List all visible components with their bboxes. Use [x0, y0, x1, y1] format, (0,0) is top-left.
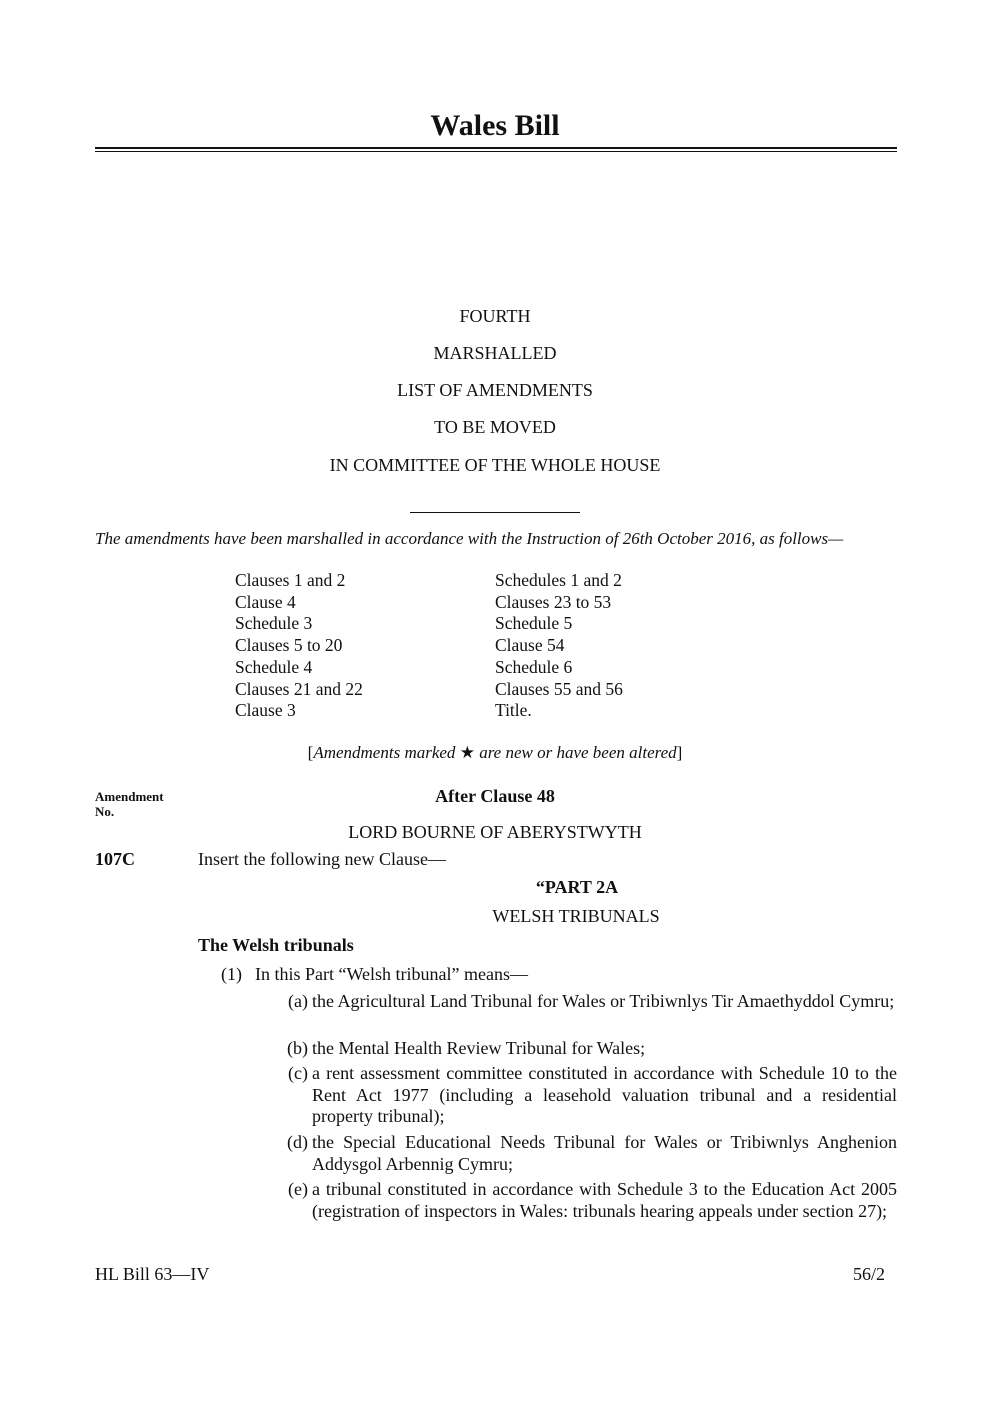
title-rule-bottom	[95, 151, 897, 152]
order-item: Schedules 1 and 2	[495, 570, 622, 590]
mover-name: LORD BOURNE OF ABERYSTWYTH	[348, 822, 642, 842]
intro-paragraph: The amendments have been marshalled in accordance with the Instruction of 26th October 2016, as follows—	[95, 529, 844, 548]
amendment-number: 107C	[95, 849, 135, 869]
bill-reference: HL Bill 63—IV	[95, 1264, 210, 1284]
paragraph-label: (e)	[288, 1179, 308, 1199]
order-item: Clauses 55 and 56	[495, 678, 623, 699]
order-item: Schedule 6	[495, 656, 573, 677]
heading-line: TO BE MOVED	[434, 417, 556, 437]
subsection-label: (1)	[221, 964, 242, 984]
paragraph-text: the Agricultural Land Tribunal for Wales or Tribiwnlys Tir Amaethyddol Cymru;	[312, 991, 895, 1011]
order-item: Clauses 5 to 20	[235, 635, 343, 656]
section-heading: After Clause 48	[435, 786, 555, 806]
amendment-column-label	[95, 789, 164, 819]
heading-line: MARSHALLED	[433, 343, 557, 363]
paragraph-text: a rent assessment committee constituted in accordance with Schedule 10 to the Rent Act 1977 (including a leasehold valuation tribunal and a residential property tribunal);	[312, 1063, 897, 1126]
bracket: [	[307, 743, 314, 762]
order-item: Schedule 4	[235, 656, 313, 677]
order-left-column	[235, 570, 363, 722]
order-item: Title.	[495, 700, 532, 721]
part-heading: “PART 2A	[535, 877, 619, 897]
bracket: ]	[676, 743, 683, 762]
clause-heading: The Welsh tribunals	[198, 935, 354, 955]
order-item: Clause 3	[235, 700, 296, 721]
order-item: Clause 4	[235, 591, 296, 612]
order-item: Clauses 21 and 22	[235, 678, 363, 699]
order-item: Schedule 5	[495, 613, 573, 634]
paragraph-label: (b)	[287, 1038, 308, 1058]
order-right-column	[495, 570, 623, 722]
paragraph-label: (a)	[288, 991, 308, 1011]
note-text: are new or have been altered	[479, 743, 677, 762]
star-icon: ★	[459, 743, 475, 762]
order-item: Schedule 3	[235, 613, 313, 634]
heading-line: LIST OF AMENDMENTS	[397, 380, 593, 400]
paragraph-text: a tribunal constituted in accordance with Schedule 3 to the Education Act 2005 (registration of inspectors in Wales: tribunals hearing appeals under section 27);	[312, 1179, 897, 1221]
label-line: Amendment	[95, 789, 164, 804]
bill-title: Wales Bill	[430, 109, 560, 142]
print-reference: 56/2	[852, 1264, 885, 1284]
paragraph-text: the Special Educational Needs Tribunal for Wales or Tribiwnlys Anghenion Addysgol Arbennig Cymru;	[312, 1132, 897, 1174]
note-text: Amendments marked	[313, 743, 456, 762]
order-item: Clauses 23 to 53	[495, 591, 612, 612]
title-rule-top	[95, 147, 897, 149]
amendment-instruction: Insert the following new Clause—	[198, 849, 446, 869]
heading-line: FOURTH	[459, 306, 531, 326]
paragraph-label: (d)	[287, 1132, 308, 1152]
subsection-text: In this Part “Welsh tribunal” means—	[255, 964, 528, 984]
heading-line: IN COMMITTEE OF THE WHOLE HOUSE	[329, 455, 661, 475]
separator-rule	[410, 512, 580, 513]
paragraph-text: the Mental Health Review Tribunal for Wales;	[312, 1038, 646, 1058]
order-item: Clause 54	[495, 635, 565, 656]
order-item: Clauses 1 and 2	[235, 570, 346, 590]
paragraph-label: (c)	[288, 1063, 308, 1083]
part-title: WELSH TRIBUNALS	[492, 906, 660, 926]
label-line: No.	[95, 804, 115, 819]
amendments-note	[308, 742, 683, 763]
